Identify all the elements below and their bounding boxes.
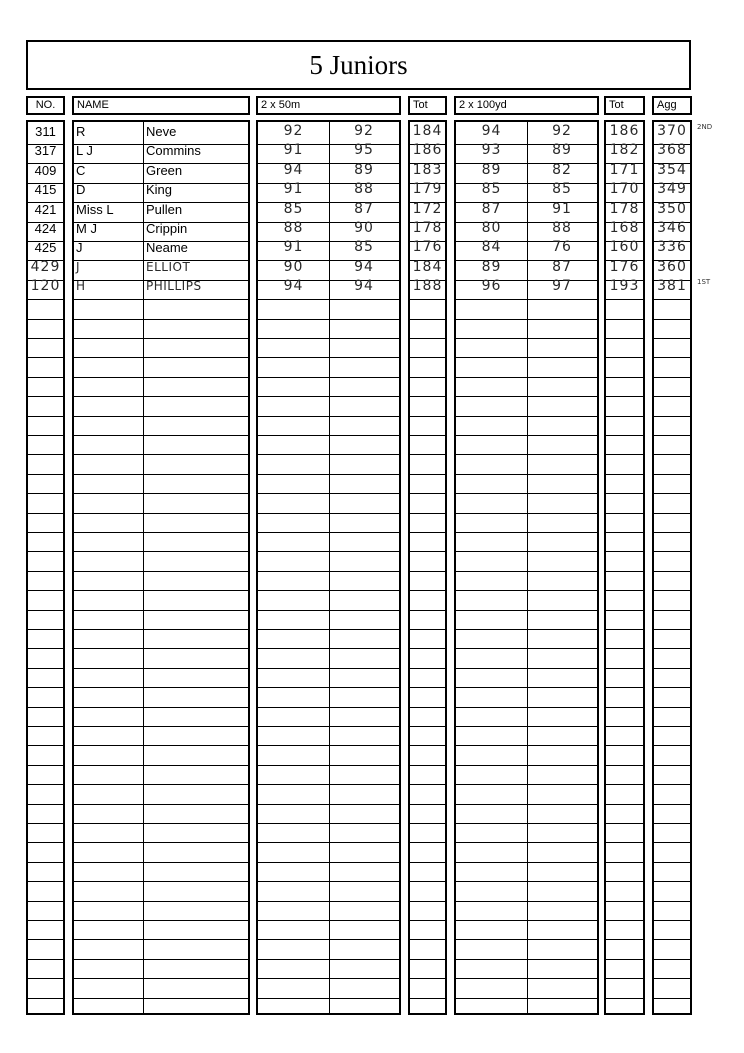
- row-3-s2b: 82: [552, 161, 572, 178]
- row-9-s1a: 94: [283, 278, 304, 295]
- row-8-s1a: 90: [283, 258, 304, 275]
- row-3-no: 409: [34, 162, 57, 178]
- row-3-s2a: 89: [481, 161, 502, 178]
- row-5-no: 421: [34, 201, 57, 217]
- row-9-surname: PHILLIPS: [146, 279, 202, 294]
- row-9-initial: H: [76, 279, 86, 294]
- header-aggregate: Agg: [652, 96, 692, 115]
- row-7-no: 425: [34, 240, 57, 256]
- row-7-tot2: 160: [609, 239, 640, 256]
- row-3-surname: Green: [146, 162, 183, 178]
- row-6-tot1: 178: [412, 220, 443, 236]
- row-9-tot1: 188: [412, 278, 443, 295]
- row-8-tot2: 176: [609, 258, 640, 275]
- header-range-50m: 2 x 50m: [256, 96, 401, 115]
- row-7-surname: Neame: [146, 240, 188, 256]
- row-3-s1b: 89: [354, 161, 374, 178]
- row-7-initial: J: [76, 240, 83, 256]
- row-7-s1b: 85: [354, 239, 374, 256]
- row-1-surname: Neve: [146, 124, 177, 139]
- row-4-no: 415: [34, 182, 57, 198]
- row-1-agg: 370: [657, 123, 687, 139]
- row-4-s2a: 85: [481, 181, 502, 198]
- row-5-tot2: 178: [609, 200, 640, 217]
- row-2-s1a: 91: [283, 142, 304, 159]
- row-8-s1b: 94: [354, 258, 374, 275]
- row-8-tot1: 184: [412, 258, 443, 275]
- row-5-agg: 350: [657, 200, 687, 217]
- row-2-s2b: 89: [552, 142, 572, 159]
- row-8-agg: 360: [657, 258, 687, 275]
- row-7-s1a: 91: [283, 239, 304, 256]
- row-6-initial: M J: [76, 221, 97, 236]
- row-7-s2b: 76: [552, 239, 572, 256]
- row-3-agg: 354: [657, 161, 687, 178]
- row-3-s1a: 94: [283, 161, 304, 178]
- row-6-s2b: 88: [552, 220, 572, 236]
- header-no: NO.: [26, 96, 65, 115]
- row-6-agg: 346: [657, 220, 687, 236]
- row-4-surname: King: [146, 182, 173, 198]
- sheet-title: 5 Juniors: [26, 40, 691, 90]
- row-4-s2b: 85: [552, 181, 572, 198]
- row-2-no: 317: [34, 143, 57, 159]
- row-4-initial: D: [76, 182, 86, 198]
- row-6-no: 424: [34, 221, 57, 236]
- row-9-s1b: 94: [354, 278, 374, 295]
- row-1-s1a: 92: [283, 123, 304, 139]
- row-2-s1b: 95: [354, 142, 374, 159]
- row-2-initial: L J: [76, 143, 93, 159]
- row-7-agg: 336: [657, 239, 687, 256]
- row-1-s2b: 92: [552, 123, 572, 139]
- row-5-initial: Miss L: [76, 201, 114, 217]
- row-2-s2a: 93: [481, 142, 502, 159]
- row-5-s1a: 85: [283, 200, 304, 217]
- header-name: NAME: [72, 96, 250, 115]
- header-total-1: Tot: [408, 96, 447, 115]
- row-8-surname: ELLIOT: [146, 259, 191, 274]
- row-9-s2b: 97: [552, 278, 572, 295]
- row-8-no: 429: [30, 258, 61, 275]
- row-4-s1b: 88: [354, 181, 374, 198]
- row-1-s1b: 92: [354, 123, 374, 139]
- row-3-tot1: 183: [412, 161, 443, 178]
- row-1-tot2: 186: [609, 123, 640, 139]
- row-2-agg: 368: [657, 142, 687, 159]
- row-4-tot2: 170: [609, 181, 640, 198]
- row-8-initial: J: [76, 259, 81, 274]
- row-4-agg: 349: [657, 181, 687, 198]
- row-1-placing-note: 2ND: [697, 123, 713, 131]
- row-4-s1a: 91: [283, 181, 304, 198]
- row-2-surname: Commins: [146, 143, 201, 159]
- row-6-surname: Crippin: [146, 221, 188, 236]
- row-7-tot1: 176: [412, 239, 443, 256]
- row-1-initial: R: [76, 124, 86, 139]
- row-7-s2a: 84: [481, 239, 502, 256]
- row-9-no: 120: [30, 278, 61, 295]
- row-2-tot2: 182: [609, 142, 640, 159]
- row-6-s2a: 80: [481, 220, 502, 236]
- row-5-s2a: 87: [481, 200, 502, 217]
- row-5-s2b: 91: [552, 200, 572, 217]
- row-1-tot1: 184: [412, 123, 443, 139]
- row-6-s1b: 90: [354, 220, 374, 236]
- row-3-tot2: 171: [609, 161, 640, 178]
- row-5-tot1: 172: [412, 200, 443, 217]
- row-3-initial: C: [76, 162, 86, 178]
- row-9-agg: 381: [657, 278, 687, 295]
- row-4-tot1: 179: [412, 181, 443, 198]
- header-total-2: Tot: [604, 96, 645, 115]
- row-5-s1b: 87: [354, 200, 374, 217]
- row-9-placing-note: 1ST: [697, 278, 711, 287]
- row-9-s2a: 96: [481, 278, 502, 295]
- row-5-surname: Pullen: [146, 201, 183, 217]
- row-9-tot2: 193: [609, 278, 640, 295]
- row-6-s1a: 88: [283, 220, 304, 236]
- row-2-tot1: 186: [412, 142, 443, 159]
- row-1-s2a: 94: [481, 123, 502, 139]
- row-8-s2b: 87: [552, 258, 572, 275]
- row-8-s2a: 89: [481, 258, 502, 275]
- row-6-tot2: 168: [609, 220, 640, 236]
- row-1-no: 311: [35, 124, 56, 139]
- header-range-100yd: 2 x 100yd: [454, 96, 599, 115]
